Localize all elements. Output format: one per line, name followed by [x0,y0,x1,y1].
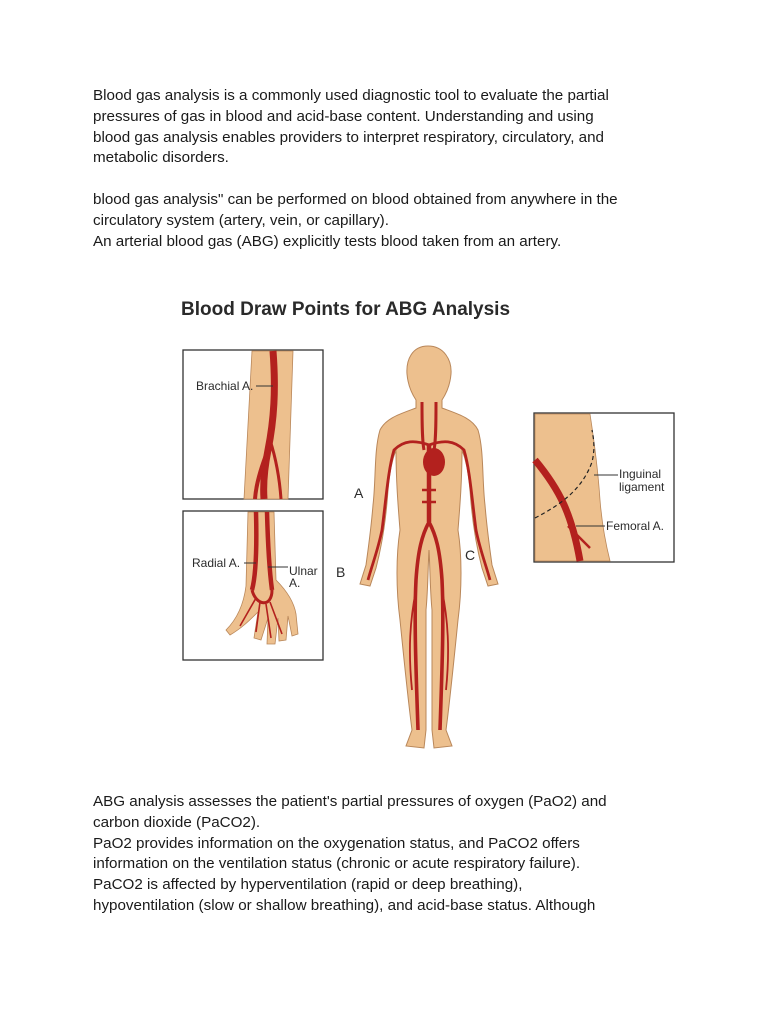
text-line: metabolic disorders. [93,149,229,167]
ulnar-label-line1: Ulnar [289,564,318,578]
sampling-paragraph [93,190,693,252]
intro-paragraph [93,86,693,169]
heart [423,448,445,476]
ulnar-label-line2: A. [289,576,301,590]
abg-paragraph [93,792,693,917]
text-line: circulatory system (artery, vein, or capillary). [93,211,389,229]
brachial-label: Brachial A. [196,379,254,393]
inguinal-label-line2: ligament [619,480,665,494]
wrist-inset [183,511,323,660]
body-figure [336,346,498,748]
point-c-label: C [465,547,476,563]
text-line: ABG analysis assesses the patient's partial pressures of oxygen (PaO2) and [93,793,607,810]
point-a-label: A [354,485,364,501]
figure-title: Blood Draw Points for ABG Analysis [181,299,511,320]
text-line: PaCO2 is affected by hyperventilation (rapid or deep breathing), [93,876,523,894]
text-line: pressures of gas in blood and acid-base content. Understanding and using [93,107,594,125]
groin-inset [534,413,674,562]
text-line: Blood gas analysis is a commonly used diagnostic tool to evaluate the partial [93,87,609,104]
femoral-label: Femoral A. [606,519,665,533]
brachial-inset [183,350,323,499]
anatomy-illustration [160,290,690,770]
abg-figure [160,290,690,770]
text-line: PaO2 provides information on the oxygenation status, and PaCO2 offers [93,834,580,852]
text-line: hypoventilation (slow or shallow breathing), and acid-base status. Although [93,896,596,914]
text-line: information on the ventilation status (chronic or acute respiratory failure). [93,855,581,873]
text-line: blood gas analysis" can be performed on blood obtained from anywhere in the [93,191,618,208]
text-line: carbon dioxide (PaCO2). [93,813,261,831]
body-silhouette [360,346,498,748]
text-line: blood gas analysis enables providers to interpret respiratory, circulatory, and [93,128,605,146]
point-b-label: B [336,564,346,580]
inguinal-label-line1: Inguinal [619,467,662,481]
radial-label: Radial A. [192,556,241,570]
text-line: An arterial blood gas (ABG) explicitly tests blood taken from an artery. [93,232,562,250]
